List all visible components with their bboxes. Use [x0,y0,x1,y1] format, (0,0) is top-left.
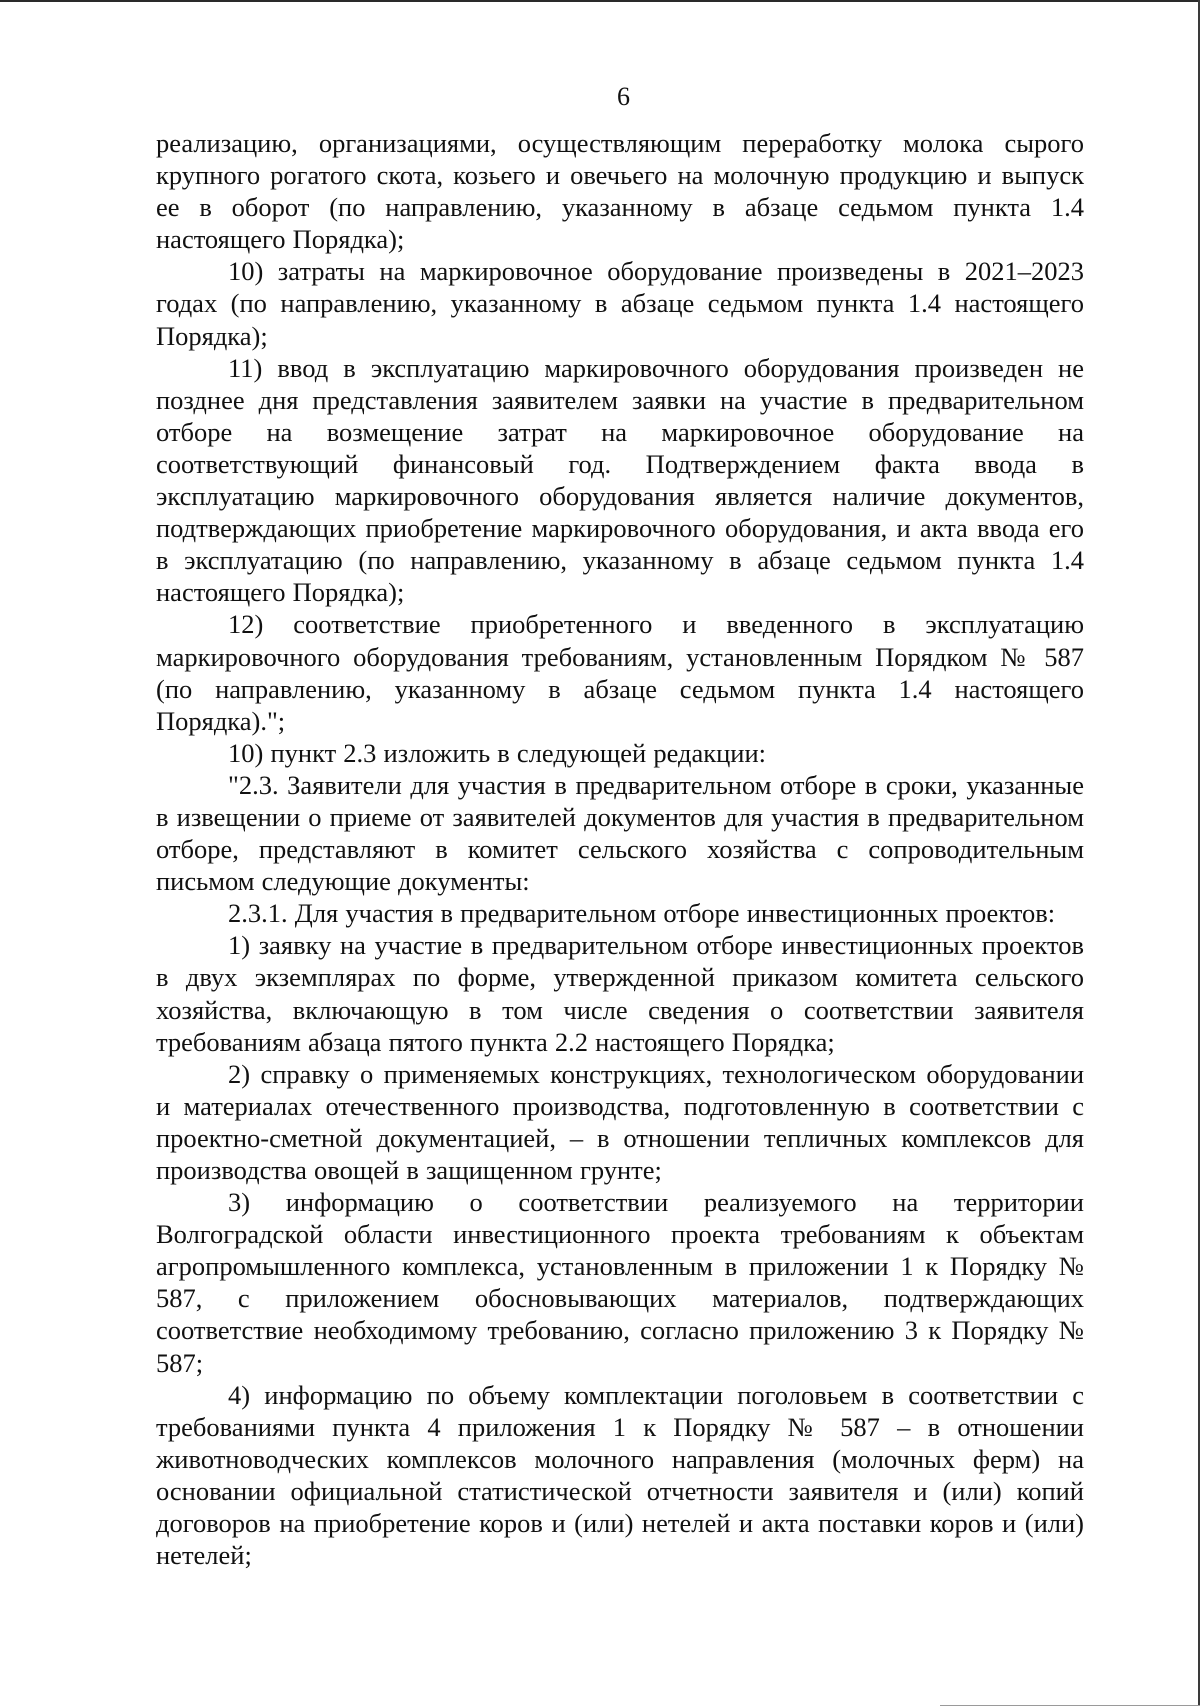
paragraph: "2.3. Заявители для участия в предварительном отборе в сроки, указанные в извещении о приеме от заявителей документов для участия в предварительном отборе, представляют в комитет сельского хозяйства с сопроводительным письмом следующие документы: [156,769,1084,897]
paragraph: 4) информацию по объему комплектации поголовьем в соответствии с требованиями пункта 4 приложения 1 к Порядку № 587 – в отношении животноводческих комплексов молочного направления (молочных ферм) на основании официальной статистической отчетности заявителя и (или) копий договоров на приобретение коров и (или) нетелей и акта поставки коров и (или) нетелей; [156,1379,1084,1571]
page-number: 6 [617,82,630,111]
paragraph: 10) затраты на маркировочное оборудование произведены в 2021–2023 годах (по направлению, указанному в абзаце седьмом пункта 1.4 настоящего Порядка); [156,256,1084,351]
paragraph: 1) заявку на участие в предварительном отборе инвестиционных проектов в двух экземплярах по форме, утвержденной приказом комитета сельского хозяйства, включающую в том числе сведения о соответствии заявителя требованиям абзаца пятого пункта 2.2 настоящего Порядка; [156,930,1084,1057]
paragraph: 2.3.1. Для участия в предварительном отборе инвестиционных проектов: [228,898,1056,929]
paragraph: 12) соответствие приобретенного и введенного в эксплуатацию маркировочного оборудования требованиям, установленным Порядком № 587 (по направлению, указанному в абзаце седьмом пункта 1.4 настоящего Порядка)."; [156,609,1084,736]
scan-edge-top [0,0,1200,2]
document-body [156,127,1084,1571]
paragraph: 10) пункт 2.3 изложить в следующей редакции: [228,737,767,768]
paragraph: 11) ввод в эксплуатацию маркировочного оборудования произведен не позднее дня представления заявителем заявки на участие в предварительном отборе на возмещение затрат на маркировочное оборудование на соответствующий финансовый год. Подтверждением факта ввода в эксплуатацию маркировочного оборудования является наличие документов, подтверждающих приобретение маркировочного оборудования, и акта ввода его в эксплуатацию (по направлению, указанному в абзаце седьмом пункта 1.4 настоящего Порядка); [156,352,1084,608]
paragraph: реализацию, организациями, осуществляющим переработку молока сырого крупного рогатого скота, козьего и овечьего на молочную продукцию и выпуск ее в оборот (по направлению, указанному в абзаце седьмом пункта 1.4 настоящего Порядка); [156,128,1084,255]
paragraph: 2) справку о применяемых конструкциях, технологическом оборудовании и материалах отечественного производства, подготовленную в соответствии с проектно-сметной документацией, – в отношении тепличных комплексов для производства овощей в защищенном грунте; [156,1058,1084,1185]
paragraph: 3) информацию о соответствии реализуемого на территории Волгоградской области инвестиционного проекта требованиям к объектам агропромышленного комплекса, установленным в приложении 1 к Порядку № 587, с приложением обосновывающих материалов, подтверждающих соответствие необходимому требованию, согласно приложению 3 к Порядку № 587; [156,1187,1084,1378]
